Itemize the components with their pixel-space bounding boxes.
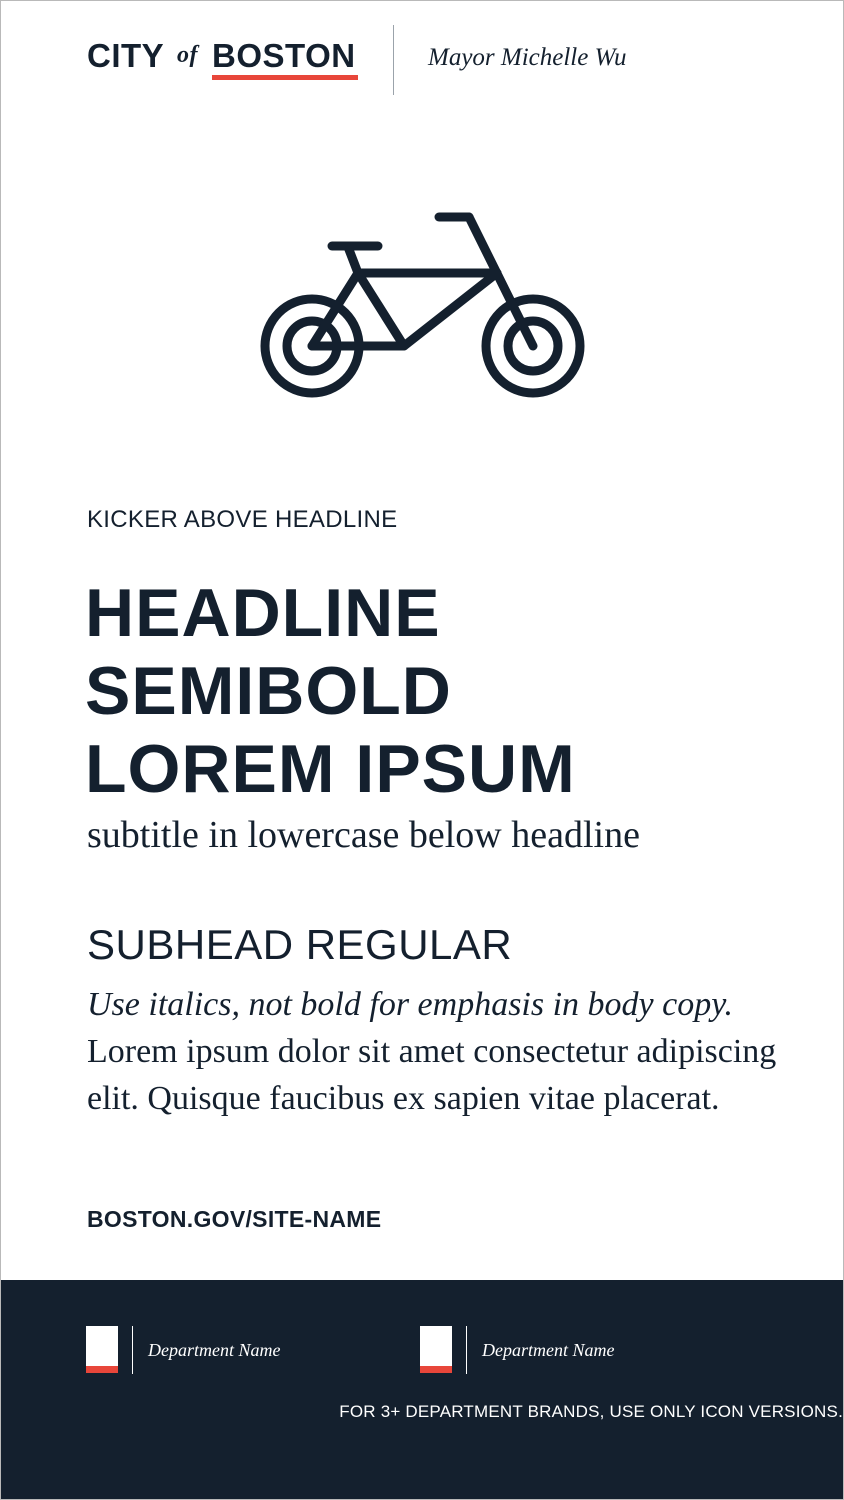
headline-line: LOREM IPSUM xyxy=(85,731,576,807)
header-divider xyxy=(393,25,394,95)
footer xyxy=(1,1280,843,1500)
department-divider xyxy=(132,1326,133,1374)
department-icon xyxy=(86,1326,118,1373)
bicycle-icon xyxy=(255,209,595,409)
site-url-link[interactable]: BOSTON.GOV/SITE-NAME xyxy=(87,1206,382,1232)
logo-word-boston: BOSTON xyxy=(212,37,356,74)
department-divider xyxy=(466,1326,467,1374)
logo-word-city: CITY xyxy=(87,37,165,74)
headline-line: HEADLINE xyxy=(85,575,441,651)
logo-underline xyxy=(212,75,358,80)
headline-line: SEMIBOLD xyxy=(85,653,452,729)
footer-note: FOR 3+ DEPARTMENT BRANDS, USE ONLY ICON VERSIONS. xyxy=(339,1402,843,1421)
logo-word-of: of xyxy=(177,42,198,68)
headline xyxy=(85,574,576,808)
department-name: Department Name xyxy=(482,1340,615,1360)
body-copy xyxy=(87,981,787,1122)
body-copy-emphasis: Use italics, not bold for emphasis in body copy. xyxy=(87,986,733,1023)
body-copy-text: Lorem ipsum dolor sit amet consectetur adipiscing elit. Quisque faucibus ex sapien vitae placerat. xyxy=(87,1033,777,1117)
subtitle: subtitle in lowercase below headline xyxy=(87,814,640,856)
kicker: KICKER ABOVE HEADLINE xyxy=(87,506,398,533)
mayor-name: Mayor Michelle Wu xyxy=(428,44,627,71)
department-name: Department Name xyxy=(148,1340,281,1360)
subhead: SUBHEAD REGULAR xyxy=(87,921,513,968)
department-icon xyxy=(420,1326,452,1373)
